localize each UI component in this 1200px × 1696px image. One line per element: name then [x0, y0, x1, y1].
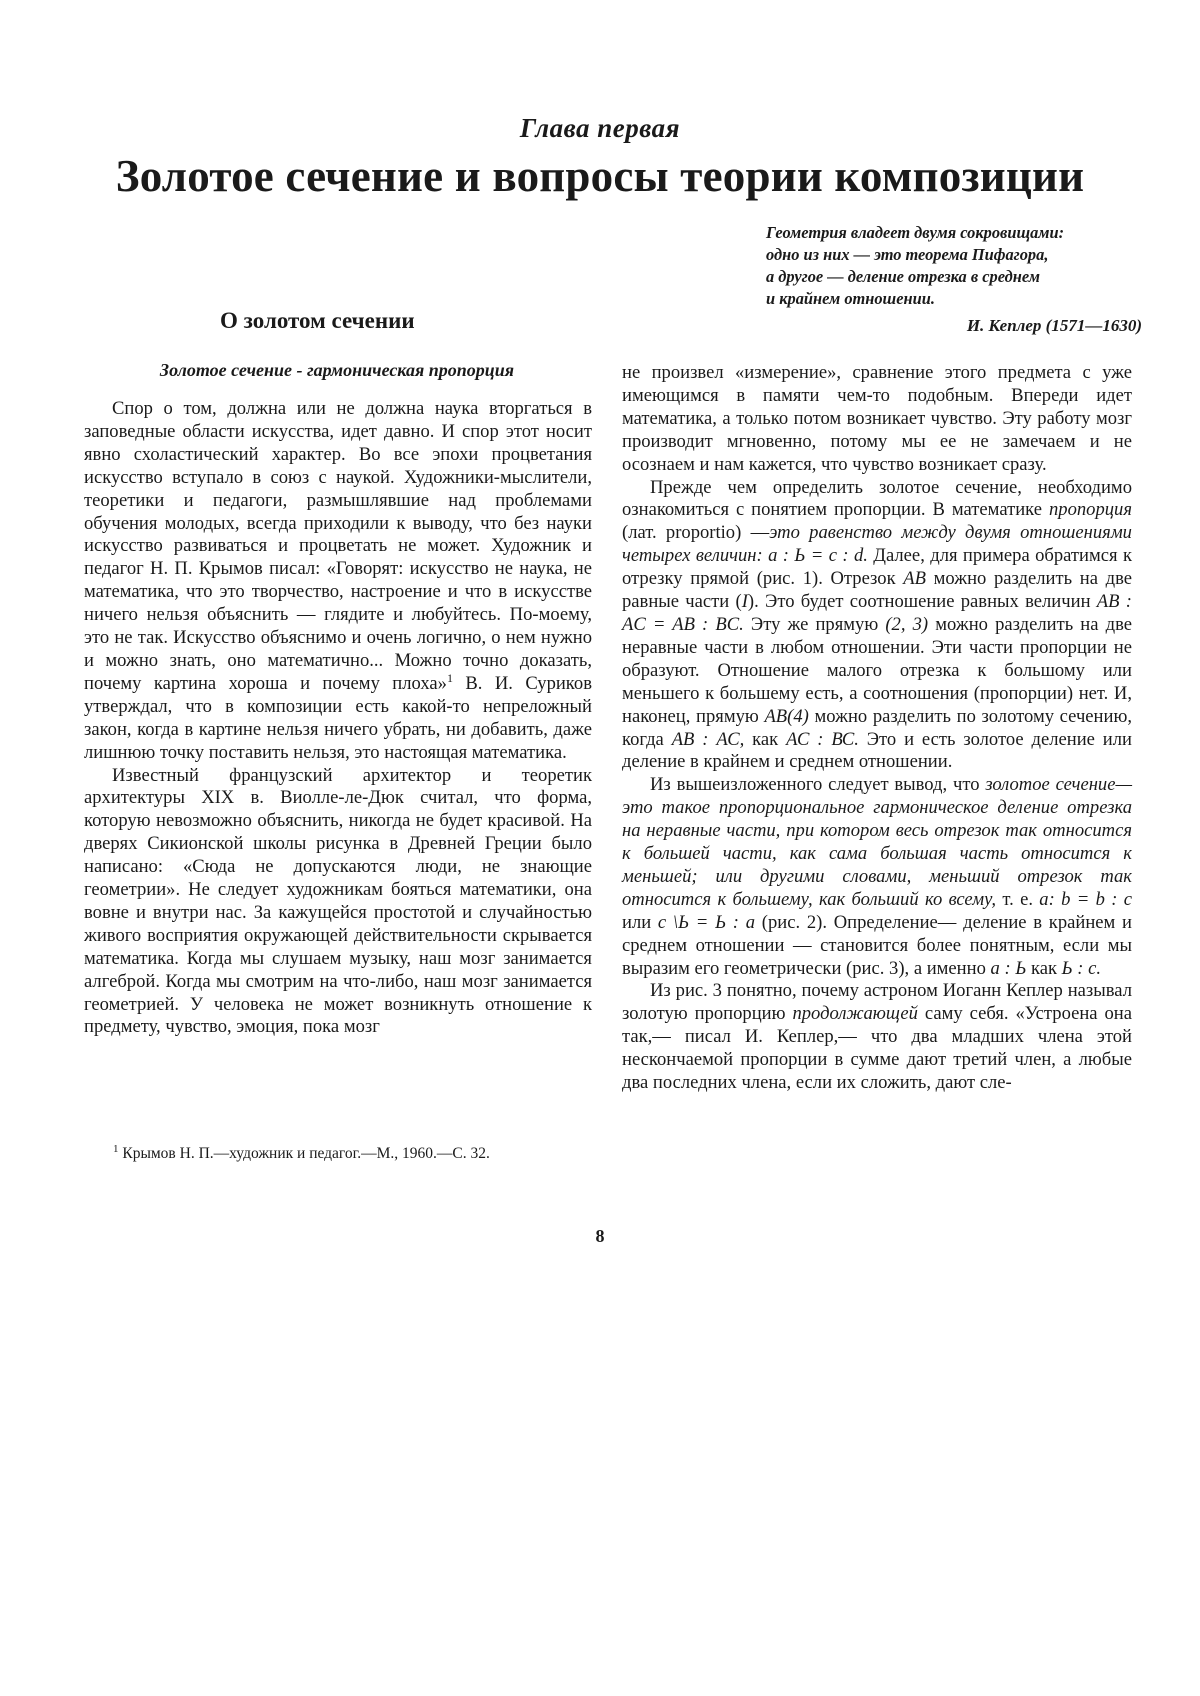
epigraph-line: а другое — деление отрезка в среднем [766, 267, 1040, 286]
subsection-title: Золотое сечение - гармоническая пропорция [159, 360, 515, 380]
epigraph-line: Геометрия владеет двумя сокровищами: [766, 223, 1065, 242]
chapter-title: Золотое сечение и вопросы теории композиции [115, 151, 1085, 201]
page-number: 8 [595, 1226, 605, 1246]
footnote [113, 1143, 490, 1163]
epigraph [766, 222, 1142, 310]
footnote-text: Крымов Н. П.—художник и педагог.—М., 1960.—С. 32. [118, 1145, 490, 1162]
epigraph-author: И. Кеплер (1571—1630) [966, 316, 1142, 335]
paragraph: не произвел «измерение», сравнение этого предмета с уже имеющимся в памяти чем-то подобным. Впереди идет математика, а только потом возникает чувство. Эту работу мозг производит мгновенно, потому мы ее не замечаем и не осознаем и нам кажется, что чувство возникает сразу. [622, 362, 1132, 475]
paragraph: Спор о том, должна или не должна наука вторгаться в заповедные области искусства, идет давно. И спор этот носит явно схоластический характер. Во все эпохи процветания искусство вступало в союз с наукой. Художники-мыслители, теоретики и педагоги, размышлявшие над проблемами обучения молодых, всегда приходили к выводу, что без науки искусство развиваться и процветать не может. Художник и педагог Н. П. Крымов писал: «Говорят: искусство не наука, не математика, что это творчество, настроение и что в искусстве ничего нельзя объяснить — глядите и любуйтесь. По-моему, это не так. Искусство объяснимо и очень логично, о нем нужно и можно знать, оно математично... Можно точно доказать, почему картина хороша и почему плоха»$^1$ В. И. Суриков утверждал, что в композиции есть какой-то непреложный закон, когда в картине нельзя ничего убрать, ни добавить, даже лишнюю точку поставить нельзя, это настоящая математика. [84, 398, 592, 763]
footnote-mark: 1 [113, 1143, 119, 1155]
right-column [622, 362, 1132, 1095]
chapter-label: Глава первая [519, 113, 681, 143]
paragraph: Из вышеизложенного следует вывод, что золотое сечение— это такое пропорциональное гармоническое деление отрезка на неравные части, при котором весь отрезок так относится к большей части, как сама большая часть относится к меньшей; или другими словами, меньший отрезок так относится к большему, как больший ко всему, т. е. a: b = b : c или c \Ь = Ь : a (рис. 2). Определение— деление в крайнем и среднем отношении — становится более понятным, если мы выразим его геометрически (рис. 3), а именно a : Ь как Ь : c. [622, 774, 1133, 979]
paragraph: Прежде чем определить золотое сечение, необходимо ознакомиться с понятием пропорции. В математике пропорция (лат. proportio) —это равенство между двумя отношениями четырех величин: a : Ь = c : d. Далее, для примера обратимся к отрезку прямой (рис. 1). Отрезок АВ можно разделить на две равные части (I). Это будет соотношение равных величин AB : AC = AB : BC. Эту же прямую (2, 3) можно разделить на две неравные части в любом отношении. Эти части пропорции не образуют. Отношение малого отрезка к большому или меньшего к большему есть, а соотношения (пропорции) нет. И, наконец, прямую AB(4) можно разделить по золотому сечению, когда АВ : АС, как АС : ВС. Это и есть золотое деление или деление в крайнем и среднем отношении. [622, 476, 1133, 773]
paragraph: Известный французский архитектор и теоретик архитектуры XIX в. Виолле-ле-Дюк считал, что форма, которую невозможно объяснить, никогда не будет красивой. На дверях Сикионской школы рисунка в Древней Греции было написано: «Сюда не допускаются люди, не знающие геометрии». Не следует художникам бояться математики, она вовне и внутри нас. За кажущейся простотой и случайностью живого восприятия окружающей действительности скрывается математика. Когда мы слушаем музыку, наш мозг занимается алгеброй. Когда мы смотрим на что-либо, наш мозг занимается геометрией. У человека не может возникнуть отношение к предмету, чувство, эмоция, пока мозг [84, 764, 592, 1038]
footnote-ref: 1 [446, 670, 453, 685]
paragraph: Из рис. 3 понятно, почему астроном Иоганн Кеплер называл золотую пропорцию продолжающей саму себя. «Устроена она так,— писал И. Кеплер,— что два младших члена этой нескончаемой пропорции в сумме дают третий член, а любые два последних члена, если их сложить, дают сле- [622, 980, 1132, 1094]
epigraph-line: одно из них — это теорема Пифагора, [766, 245, 1049, 264]
left-column [84, 398, 592, 1039]
epigraph-line: и крайнем отношении. [766, 289, 935, 308]
section-title: О золотом сечении [220, 308, 415, 333]
